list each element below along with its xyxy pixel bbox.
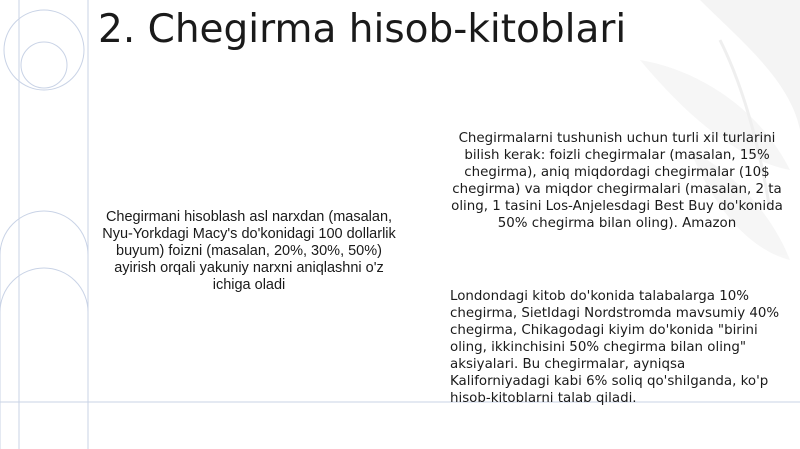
slide-title: 2. Chegirma hisob-kitoblari bbox=[98, 7, 627, 52]
outer-circle bbox=[4, 10, 84, 90]
left-paragraph: Chegirmani hisoblash asl narxdan (masalan, Nyu-Yorkdagi Macy's do'konidagi 100 dollarlik buyum) foizni (masalan, 20%, 30%, 50%) ayirish orqali yakuniy narxni aniqlashni o'z ichiga oladi bbox=[102, 209, 396, 293]
right-bottom-paragraph: Londondagi kitob do'konida talabalarga 10% chegirma, SietIdagi Nordstromda mavsumiy 40% chegirma, Chikagodagi kiyim do'konida "birini oling, ikkinchisini 50% chegirma bilan oling" aksiyalari. Bu chegirmalar, ayniqsa Kaliforniyadagi kabi 6% soliq qo'shilganda, ko'p hisob-kitoblarni talab qiladi. bbox=[450, 289, 780, 406]
arch-lower bbox=[0, 268, 88, 312]
arch-upper bbox=[0, 211, 88, 255]
right-top-paragraph: Chegirmalarni tushunish uchun turli xil turlarini bilish kerak: foizli chegirmalar (masalan, 15% chegirma), aniq miqdordagi chegirmalar (10$ chegirma) va miqdor chegirmalari (masalan, 2 ta oling, 1 tasini Los-Anjelesdagi Best Buy do'konida 50% chegirma bilan oling). Amazon bbox=[451, 131, 783, 231]
inner-circle bbox=[21, 42, 67, 88]
